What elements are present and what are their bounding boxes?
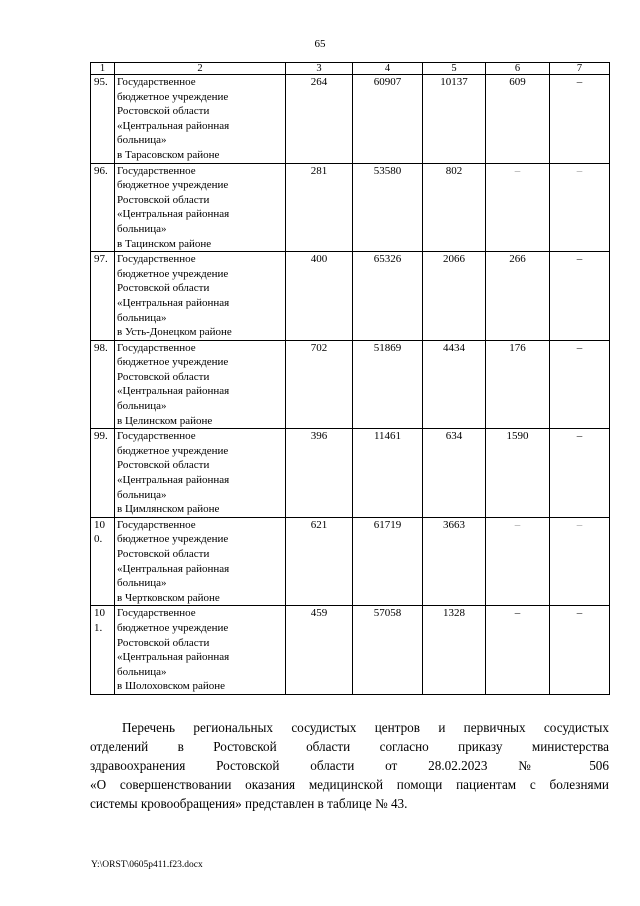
table-row <box>91 163 610 252</box>
column-header: 5 <box>423 63 486 75</box>
row-number-cell <box>91 163 115 252</box>
value-cell-c6: 1590 <box>486 429 550 518</box>
institution-name-line: Ростовской области <box>117 459 210 472</box>
table-row <box>91 429 610 518</box>
table-row <box>91 75 610 164</box>
institution-name-line: больница» <box>117 577 167 590</box>
institution-name-line: «Центральная районная <box>117 385 230 398</box>
table-row <box>91 606 610 695</box>
institution-name-cell <box>115 340 286 429</box>
institution-name-line: больница» <box>117 311 167 324</box>
institution-name-line: бюджетное учреждение <box>117 179 229 192</box>
column-header: 3 <box>286 63 353 75</box>
institution-name-line: «Центральная районная <box>117 562 230 575</box>
institution-name-cell <box>115 606 286 695</box>
institution-name-line: бюджетное учреждение <box>117 356 229 369</box>
institution-name-cell <box>115 517 286 606</box>
value-cell-c3: 396 <box>286 429 353 518</box>
value-cell-c6: – <box>486 163 550 252</box>
page-number: 65 <box>314 38 326 50</box>
column-header: 7 <box>550 63 610 75</box>
institution-name-line: Государственное <box>117 76 196 88</box>
value-cell-c7: – <box>550 517 610 606</box>
table-row <box>91 517 610 606</box>
institution-name-line: бюджетное учреждение <box>117 444 229 457</box>
institution-name-line: больница» <box>117 222 167 235</box>
value-cell-c3: 400 <box>286 252 353 341</box>
value-cell-c4: 60907 <box>353 75 423 164</box>
row-number: 100. <box>94 518 105 546</box>
value-cell-c3: 281 <box>286 163 353 252</box>
institution-name-line: Государственное <box>117 164 196 177</box>
institution-name-line: бюджетное учреждение <box>117 267 229 280</box>
institution-name-line: в Цимлянском районе <box>117 503 220 516</box>
row-number-cell <box>91 606 115 695</box>
institution-name-line: в Целинском районе <box>117 414 213 427</box>
value-cell-c3: 621 <box>286 517 353 606</box>
value-cell-c4: 65326 <box>353 252 423 341</box>
row-number-cell <box>91 517 115 606</box>
value-cell-c7: – <box>550 606 610 695</box>
value-cell-c5: 634 <box>423 429 486 518</box>
column-header: 2 <box>115 63 286 75</box>
institution-name-line: Ростовской области <box>117 105 210 118</box>
institution-name-line: Ростовской области <box>117 636 210 649</box>
institution-name-line: бюджетное учреждение <box>117 621 229 634</box>
value-cell-c4: 11461 <box>353 429 423 518</box>
institution-name-cell <box>115 252 286 341</box>
value-cell-c3: 264 <box>286 75 353 164</box>
paragraph-line: Перечень региональных сосудистых центров и первичных сосудистых <box>122 720 609 735</box>
value-cell-c7: – <box>550 75 610 164</box>
institution-name-line: бюджетное учреждение <box>117 90 229 103</box>
paragraph-line: здравоохранения Ростовской области от 28.02.2023 № 506 <box>90 758 609 773</box>
value-cell-c7: – <box>550 252 610 341</box>
body-paragraph <box>90 718 609 813</box>
value-cell-c4: 61719 <box>353 517 423 606</box>
institution-name-cell <box>115 163 286 252</box>
column-header: 4 <box>353 63 423 75</box>
institution-name-line: Государственное <box>117 518 196 531</box>
value-cell-c3: 702 <box>286 340 353 429</box>
value-cell-c5: 4434 <box>423 340 486 429</box>
file-path-footer: Y:\ORST\0605p411.f23.docx <box>91 860 203 870</box>
row-number-cell <box>91 252 115 341</box>
institution-name-line: Государственное <box>117 430 196 443</box>
institution-name-line: Ростовской области <box>117 282 210 295</box>
value-cell-c7: – <box>550 340 610 429</box>
table-header-row <box>91 63 610 75</box>
row-number: 99. <box>94 430 108 443</box>
row-number: 95. <box>94 76 108 88</box>
value-cell-c3: 459 <box>286 606 353 695</box>
institution-name-cell <box>115 75 286 164</box>
institution-name-line: Государственное <box>117 341 196 354</box>
row-number: 97. <box>94 253 108 266</box>
institution-name-line: больница» <box>117 488 167 501</box>
data-table <box>90 62 610 695</box>
table-row <box>91 252 610 341</box>
institution-name-line: в Тацинском районе <box>117 237 212 250</box>
value-cell-c5: 2066 <box>423 252 486 341</box>
value-cell-c6: – <box>486 606 550 695</box>
institution-name-line: в Чертковском районе <box>117 591 220 604</box>
row-number-cell <box>91 75 115 164</box>
institution-name-line: Ростовской области <box>117 548 210 560</box>
value-cell-c6: – <box>486 517 550 606</box>
value-cell-c5: 10137 <box>423 75 486 164</box>
paragraph-line: «О совершенствовании оказания медицинской помощи пациентам с болезнями <box>90 777 609 792</box>
column-header: 1 <box>91 63 115 75</box>
institution-name-line: Государственное <box>117 253 196 266</box>
institution-name-line: «Центральная районная <box>117 474 230 487</box>
institution-name-line: «Центральная районная <box>117 208 230 221</box>
value-cell-c5: 3663 <box>423 517 486 606</box>
institution-name-line: «Центральная районная <box>117 651 230 664</box>
institution-name-line: в Тарасовском районе <box>117 148 220 161</box>
paragraph-line: отделений в Ростовской области согласно приказу министерства <box>90 739 609 754</box>
institution-name-line: больница» <box>117 400 167 413</box>
institution-name-line: больница» <box>117 665 167 678</box>
row-number-cell <box>91 340 115 429</box>
institution-name-line: в Шолоховском районе <box>117 680 226 693</box>
institution-name-line: Государственное <box>117 607 196 620</box>
value-cell-c7: – <box>550 163 610 252</box>
value-cell-c4: 53580 <box>353 163 423 252</box>
institution-name-line: в Усть-Донецком районе <box>117 326 232 339</box>
value-cell-c6: 176 <box>486 340 550 429</box>
institution-name-line: бюджетное учреждение <box>117 533 229 546</box>
row-number: 101. <box>94 607 105 634</box>
value-cell-c4: 51869 <box>353 340 423 429</box>
institution-name-line: «Центральная районная <box>117 296 230 309</box>
paragraph-line: системы кровообращения» представлен в таблице № 43. <box>90 796 408 811</box>
table-row <box>91 340 610 429</box>
value-cell-c6: 609 <box>486 75 550 164</box>
institution-name-line: Ростовской области <box>117 193 210 206</box>
institution-name-line: больница» <box>117 134 167 147</box>
institution-name-line: Ростовской области <box>117 370 210 383</box>
value-cell-c6: 266 <box>486 252 550 341</box>
row-number: 96. <box>94 164 108 177</box>
row-number: 98. <box>94 341 108 354</box>
row-number-cell <box>91 429 115 518</box>
value-cell-c7: – <box>550 429 610 518</box>
institution-name-cell <box>115 429 286 518</box>
institution-name-line: «Центральная районная <box>117 119 230 132</box>
value-cell-c5: 1328 <box>423 606 486 695</box>
value-cell-c4: 57058 <box>353 606 423 695</box>
column-header: 6 <box>486 63 550 75</box>
value-cell-c5: 802 <box>423 163 486 252</box>
